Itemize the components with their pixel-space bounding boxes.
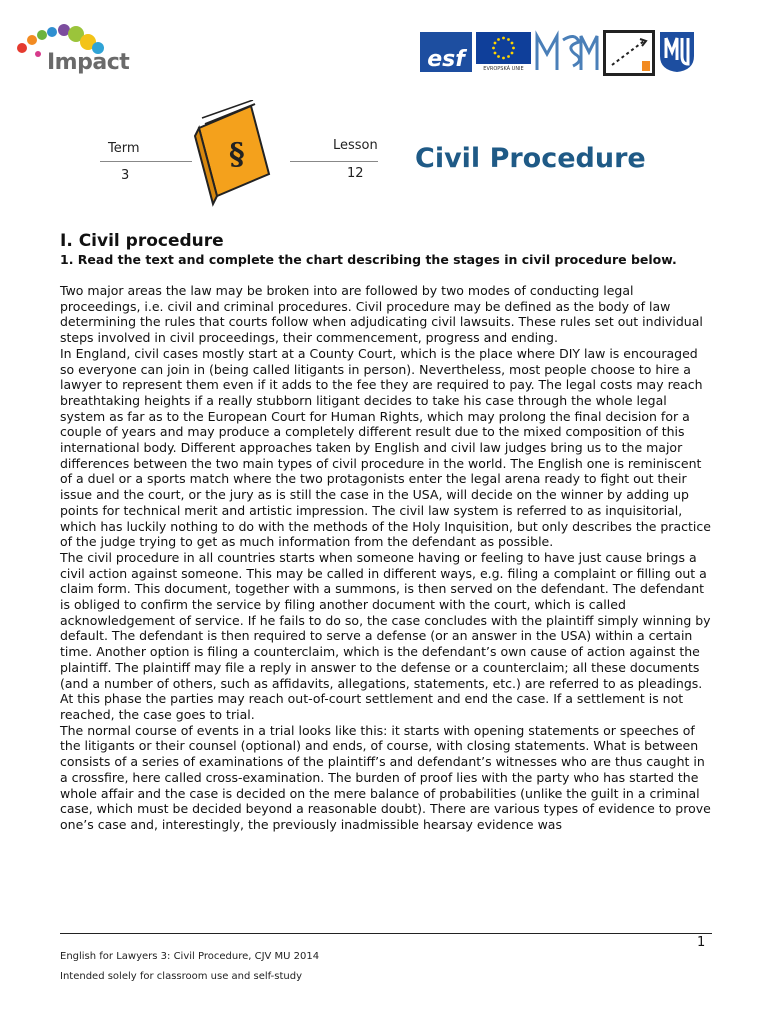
footer-course-line: English for Lawyers 3: Civil Procedure, CJV MU 2014 <box>60 951 320 962</box>
page-title: Civil Procedure <box>415 143 646 174</box>
paragraph: The civil procedure in all countries starts when someone having or feeling to have just cause brings a civil action against someone. This may be called in different ways, e.g. filing a complaint or filling out a claim form. This document, together with a summons, is then served on the defendant. The defendant is obliged to confirm the service by filing another document with the court, which is called acknowledgement of service. If he fails to do so, the case concludes with the plaintiff simply winning by default. The defendant is then required to serve a defense (or an answer in the USA) within a certain time. Another option is filing a counterclaim, which is the defendant’s own cause of action against the plaintiff. The plaintiff may file a reply in answer to the defense or a counterclaim; all these documents (and a number of others, such as affidavits, allegations, statements, etc.) are referred to as pleadings. At this phase the parties may reach out-of-court settlement and end the case. If a settlement is not reached, the case goes to trial. <box>60 549 711 722</box>
term-value: 3 <box>121 168 130 183</box>
impact-logo-text: Impact <box>47 50 130 75</box>
task-instruction: 1. Read the text and complete the chart describing the stages in civil procedure below. <box>60 252 677 267</box>
op-vk-logo <box>603 30 655 76</box>
term-label: Term <box>108 141 140 156</box>
term-divider <box>100 161 192 162</box>
lesson-divider <box>290 161 378 162</box>
paragraph: Two major areas the law may be broken into are followed by two modes of conducting legal proceedings, i.e. civil and criminal procedures. Civil procedure may be defined as the body of law determining the rules that courts follow when adjudicating civil lawsuits. These rules set out individual steps involved in civil proceedings, their commencement, progress and ending. <box>60 283 703 346</box>
lesson-value: 12 <box>347 166 364 181</box>
paragraph: The normal course of events in a trial looks like this: it starts with opening statements or speeches of the litigants or their counsel (optional) and ends, of course, with closing statements. What is between consists of a series of examinations of the plaintiff’s and defendant’s witnesses who are thus caught in a crossfire, here called cross-examination. The burden of proof lies with the party who has started the whole affair and the case is decided on the mere balance of probabilities (unlike the guilt in a criminal case, which must be decided beyond a reasonable doubt). There are various types of evidence to prove one’s case and, interestingly, the previously inadmissible hearsay evidence was <box>60 722 711 832</box>
mu-logo <box>658 30 696 74</box>
footer-usage-line: Intended solely for classroom use and self-study <box>60 971 302 982</box>
footer-divider <box>60 933 712 934</box>
book-icon <box>185 100 277 210</box>
esf-logo <box>420 32 472 72</box>
section-symbol: § <box>229 137 245 172</box>
paragraph: In England, civil cases mostly start at a County Court, which is the place where DIY law is encouraged so everyone can join in (being called litigants in person). Nevertheless, most people choose to hire a lawyer to represent them even if it adds to the fee they are required to pay. The legal costs may reach breathtaking heights if a really stubborn litigant decides to take his case through the whole legal system as far as to the European Court for Human Rights, which may prolong the final decision for a couple of years and may produce a completely different result due to the mixed composition of this international body. Different approaches taken by English and civil law judges bring us to the major differences between the two main types of civil procedure in the world. The English one is reminiscent of a duel or a sports match where the two protagonists enter the legal arena ready to fight out their issue and the court, or the jury as is still the case in the USA, will decide on the winner by adding up points for technical merit and artistic impression. The civil law system is referred to as inquisitorial, which has luckily nothing to do with the methods of the Holy Inquisition, but only describes the practice of the judge trying to get as much information from the defendant as possible. <box>60 345 711 550</box>
section-heading: I. Civil procedure <box>60 231 224 251</box>
lesson-label: Lesson <box>333 138 378 153</box>
eu-caption: EVROPSKÁ UNIE <box>483 66 524 72</box>
op-arrow-icon <box>606 33 652 73</box>
eu-flag-icon <box>476 32 531 64</box>
msmt-logo <box>535 30 599 74</box>
body-text <box>60 283 714 833</box>
esf-logo-text: esf <box>427 47 465 72</box>
page-number: 1 <box>697 935 706 950</box>
